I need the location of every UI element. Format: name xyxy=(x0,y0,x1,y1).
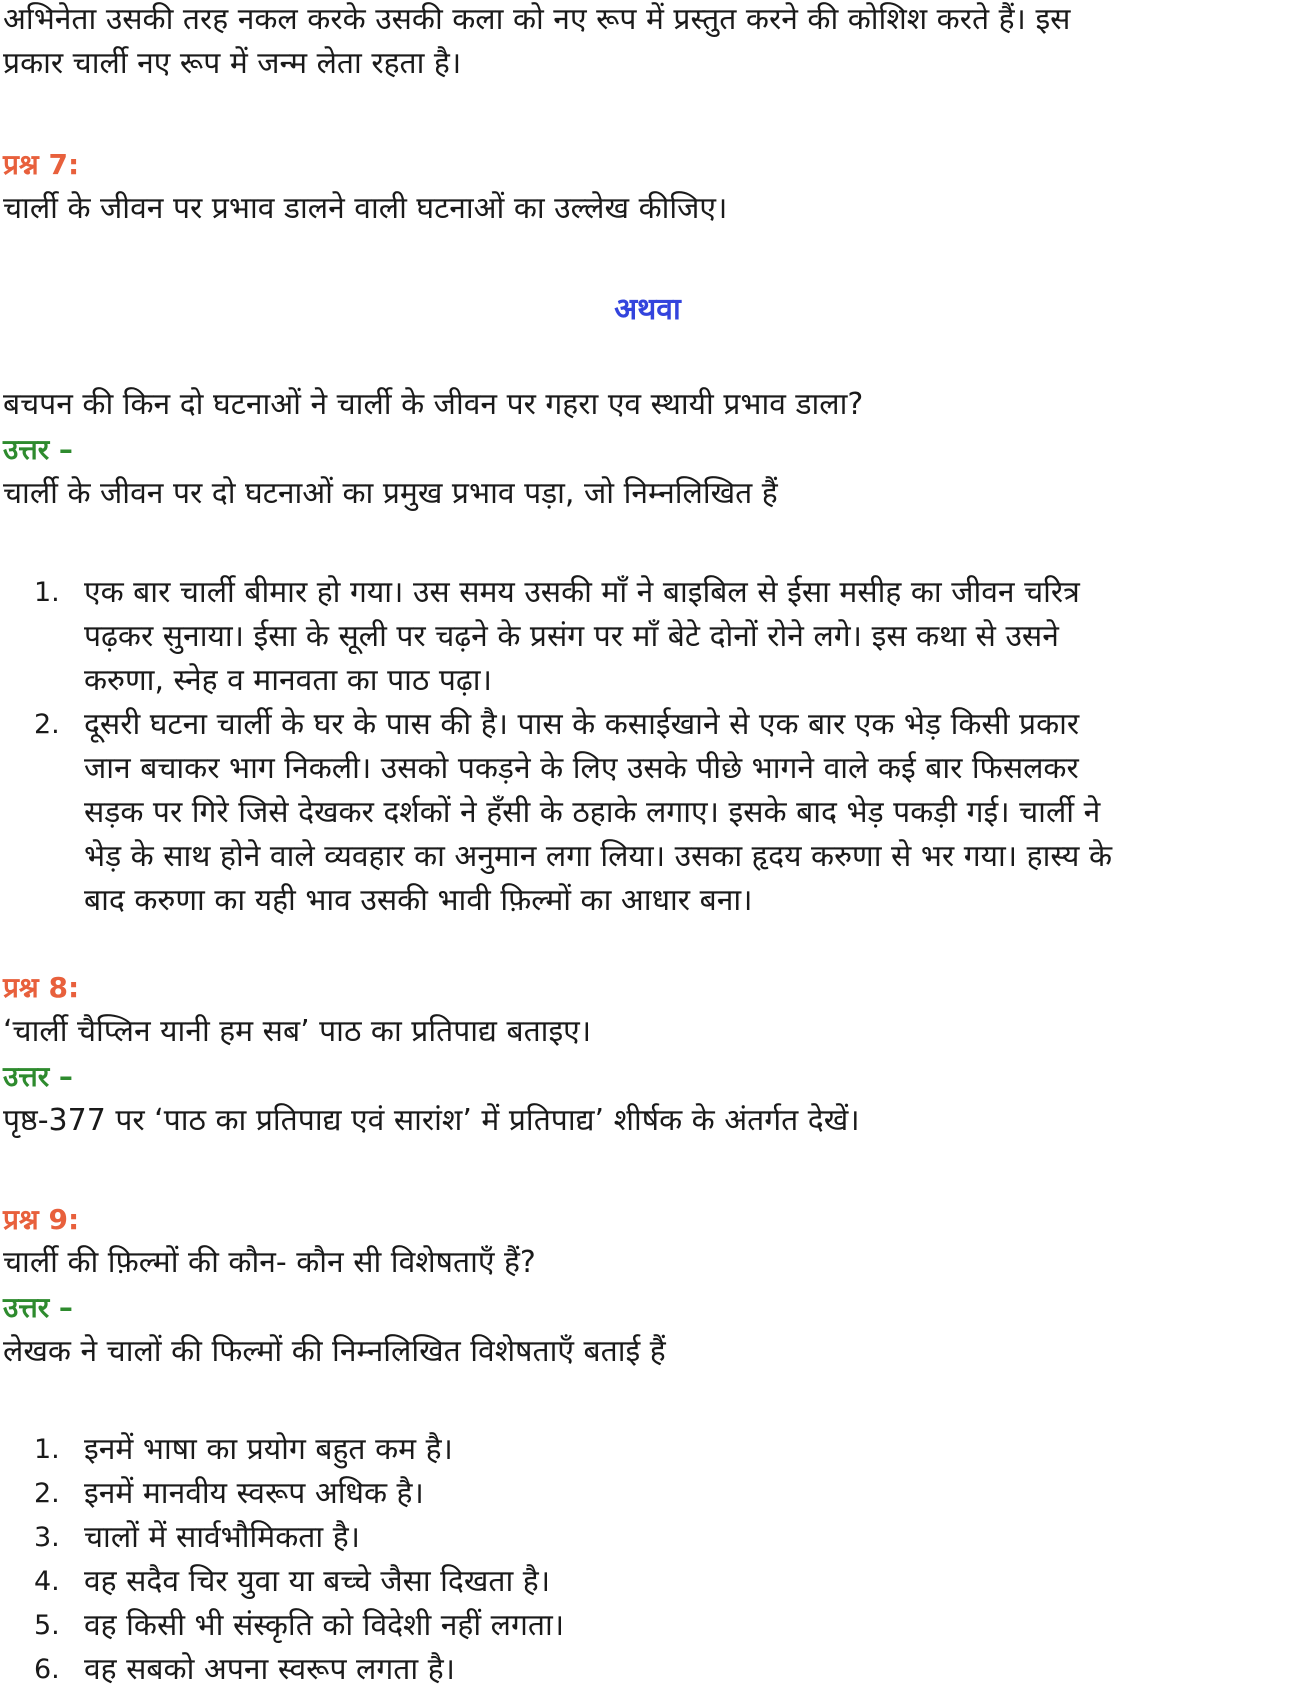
list-item-text: वह सदैव चिर युवा या बच्चे जैसा दिखता है। xyxy=(84,1564,551,1599)
question-7-label: प्रश्न 7: xyxy=(3,148,80,181)
list-item xyxy=(0,1604,564,1648)
list-item-text: वह किसी भी संस्कृति को विदेशी नहीं लगता। xyxy=(84,1608,565,1643)
list-item xyxy=(0,1428,564,1472)
list-item-text: इनमें मानवीय स्वरूप अधिक है। xyxy=(84,1476,424,1511)
list-item-line: करुणा, स्नेह व मानवता का पाठ पढ़ा। xyxy=(84,663,492,698)
list-item-text: इनमें भाषा का प्रयोग बहुत कम है। xyxy=(84,1432,453,1467)
list-item-number: 4. xyxy=(34,1566,60,1597)
list-item xyxy=(0,1472,564,1516)
list-item-line: जान बचाकर भाग निकली। उसको पकड़ने के लिए उसके पीछे भागने वाले कई बार फिसलकर xyxy=(84,751,1079,786)
list-item-number: 2. xyxy=(34,1478,60,1509)
list-item-line: एक बार चार्ली बीमार हो गया। उस समय उसकी माँ ने बाइबिल से ईसा मसीह का जीवन चरित्र xyxy=(84,575,1080,610)
list-item xyxy=(0,1560,564,1604)
list-item-line: बाद करुणा का यही भाव उसकी भावी फ़िल्मों का आधार बना। xyxy=(84,883,753,918)
list-item-text: वह सबको अपना स्वरूप लगता है। xyxy=(84,1652,455,1687)
list-item-number: 1. xyxy=(34,1434,60,1465)
list-item xyxy=(0,703,1112,923)
list-item xyxy=(0,1516,564,1560)
answer-7-label: उत्तर – xyxy=(3,433,73,466)
list-item-number: 3. xyxy=(34,1522,60,1553)
list-item-line: भेड़ के साथ होने वाले व्यवहार का अनुमान लगा लिया। उसका हृदय करुणा से भर गया। हास्य के xyxy=(84,839,1113,874)
list-item-line: पढ़कर सुनाया। ईसा के सूली पर चढ़ने के प्रसंग पर माँ बेटे दोनों रोने लगे। इस कथा से उसने xyxy=(84,619,1059,654)
list-item-number: 2. xyxy=(34,709,60,740)
answer-9-label: उत्तर – xyxy=(3,1291,73,1324)
answer-9-intro: लेखक ने चालों की फिल्मों की निम्नलिखित विशेषताएँ बताई हैं xyxy=(3,1334,666,1369)
question-8-text: ‘चार्ली चैप्लिन यानी हम सब’ पाठ का प्रतिपाद्य बताइए। xyxy=(3,1014,592,1049)
question-9-text: चार्ली की फ़िल्मों की कौन- कौन सी विशेषताएँ हैं? xyxy=(3,1245,536,1280)
answer-7-intro: चार्ली के जीवन पर दो घटनाओं का प्रमुख प्रभाव पड़ा, जो निम्नलिखित हैं xyxy=(3,476,778,511)
list-item-number: 1. xyxy=(34,577,60,608)
answer-8-label: उत्तर – xyxy=(3,1060,73,1093)
list-item xyxy=(0,571,1112,703)
question-9-label: प्रश्न 9: xyxy=(3,1203,80,1236)
list-item-line: सड़क पर गिरे जिसे देखकर दर्शकों ने हँसी के ठहाके लगाए। इसके बाद भेड़ पकड़ी गई। चार्ली ने xyxy=(84,795,1101,830)
list-item-number: 5. xyxy=(34,1610,60,1641)
intro-line-2: प्रकार चार्ली नए रूप में जन्म लेता रहता है। xyxy=(3,46,462,81)
answer-9-list xyxy=(0,1428,564,1689)
list-item-text: चालों में सार्वभौमिकता है। xyxy=(84,1520,360,1555)
list-item-line: दूसरी घटना चार्ली के घर के पास की है। पास के कसाईखाने से एक बार एक भेड़ किसी प्रकार xyxy=(84,707,1080,742)
question-7-alt-text: बचपन की किन दो घटनाओं ने चार्ली के जीवन पर गहरा एव स्थायी प्रभाव डाला? xyxy=(3,387,864,422)
or-divider: अथवा xyxy=(614,292,681,327)
intro-line-1: अभिनेता उसकी तरह नकल करके उसकी कला को नए रूप में प्रस्तुत करने की कोशिश करते हैं। इस xyxy=(3,2,1071,37)
list-item-number: 6. xyxy=(34,1654,60,1685)
answer-7-list xyxy=(0,571,1112,923)
answer-8-text: पृष्ठ-377 पर ‘पाठ का प्रतिपाद्य एवं सारांश’ में प्रतिपाद्य’ शीर्षक के अंतर्गत देखें। xyxy=(3,1103,860,1138)
question-7-text: चार्ली के जीवन पर प्रभाव डालने वाली घटनाओं का उल्लेख कीजिए। xyxy=(3,191,728,226)
list-item xyxy=(0,1648,564,1689)
question-8-label: प्रश्न 8: xyxy=(3,971,80,1004)
